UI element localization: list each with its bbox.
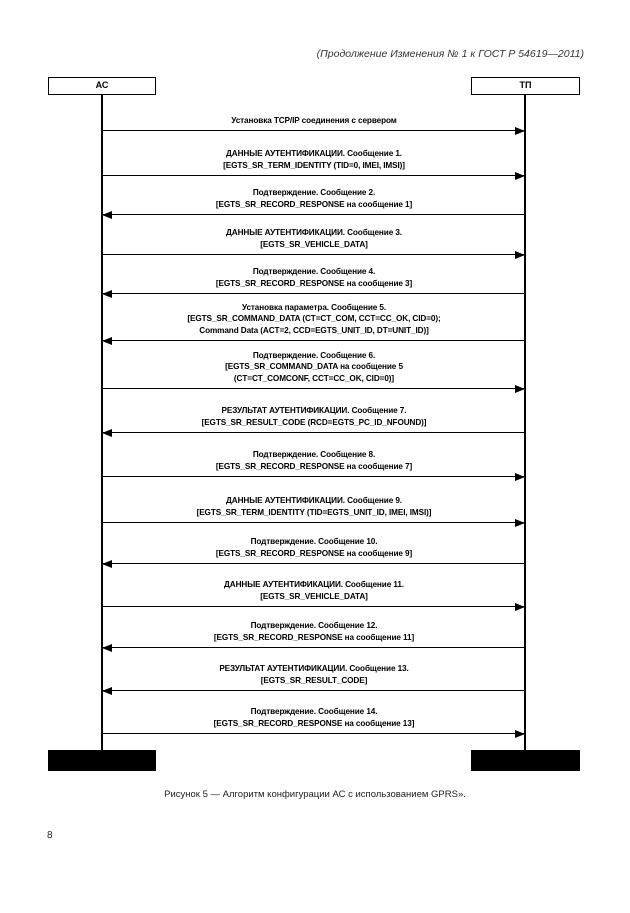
actor-as-end-bar <box>48 750 156 771</box>
message-arrow-line <box>102 476 525 477</box>
arrow-head-left-icon <box>102 644 112 652</box>
page-number: 8 <box>47 830 53 841</box>
message-label-line: [EGTS_SR_RECORD_RESPONSE на сообщение 7] <box>215 461 413 471</box>
message-arrow-line <box>102 388 525 389</box>
message-label-line: [EGTS_SR_RECORD_RESPONSE на сообщение 1] <box>215 199 413 209</box>
message-label-line: [EGTS_SR_RESULT_CODE (RCD=EGTS_PC_ID_NFOUND)] <box>201 417 427 427</box>
message-label-line: РЕЗУЛЬТАТ АУТЕНТИФИКАЦИИ. Сообщение 7. <box>221 406 407 415</box>
message-label <box>110 148 518 171</box>
message-label-line: Подтверждение. Сообщение 6. <box>252 350 376 360</box>
message-arrow-line <box>102 606 525 607</box>
message-label-line: Подтверждение. Сообщение 2. <box>252 188 376 197</box>
message-label-line: [EGTS_SR_RECORD_RESPONSE на сообщение 9] <box>215 548 413 558</box>
page-header: (Продолжение Изменения № 1 к ГОСТ Р 54619—2011) <box>316 48 584 60</box>
arrow-head-right-icon <box>515 473 525 481</box>
message-label <box>110 495 518 518</box>
lifeline-as <box>101 95 103 750</box>
arrow-head-right-icon <box>515 385 525 393</box>
message-label <box>110 579 518 602</box>
message-label <box>110 187 518 210</box>
message-label <box>110 706 518 729</box>
actor-tp-box: ТП <box>471 77 580 95</box>
message-label-line: ДАННЫЕ АУТЕНТИФИКАЦИИ. Сообщение 11. <box>224 580 404 589</box>
message-arrow-line <box>102 733 525 734</box>
message-label-line: Подтверждение. Сообщение 14. <box>250 707 378 716</box>
message-arrow-line <box>102 340 525 341</box>
message-label-line: [EGTS_SR_VEHICLE_DATA] <box>260 239 368 249</box>
message-label-line: Подтверждение. Сообщение 8. <box>252 450 376 459</box>
message-label-line: РЕЗУЛЬТАТ АУТЕНТИФИКАЦИИ. Сообщение 13. <box>219 664 409 673</box>
arrow-head-left-icon <box>102 211 112 219</box>
arrow-head-right-icon <box>515 172 525 180</box>
message-arrow-line <box>102 690 525 691</box>
message-label-line: ДАННЫЕ АУТЕНТИФИКАЦИИ. Сообщение 3. <box>226 228 402 237</box>
message-label <box>110 266 518 289</box>
arrow-head-left-icon <box>102 687 112 695</box>
message-label-line: Подтверждение. Сообщение 10. <box>250 537 378 546</box>
message-label-line: Подтверждение. Сообщение 4. <box>252 267 376 276</box>
message-label-line: [EGTS_SR_TERM_IDENTITY (TID=0, IMEI, IMSI)] <box>223 160 405 170</box>
message-label-line: Установка TCP/IP соединения с сервером <box>231 115 397 125</box>
message-arrow-line <box>102 130 525 131</box>
message-label-line: Установка параметра. Сообщение 5. <box>241 302 387 312</box>
arrow-head-left-icon <box>102 290 112 298</box>
message-arrow-line <box>102 254 525 255</box>
message-label-line: Подтверждение. Сообщение 12. <box>250 621 378 630</box>
message-label <box>110 302 518 337</box>
message-label-line: [EGTS_SR_RECORD_RESPONSE на сообщение 3] <box>215 278 413 288</box>
message-arrow-line <box>102 432 525 433</box>
message-label <box>110 227 518 250</box>
message-label-line: ДАННЫЕ АУТЕНТИФИКАЦИИ. Сообщение 9. <box>226 496 402 505</box>
message-arrow-line <box>102 563 525 564</box>
message-label-line: (CT=CT_COMCONF, CCT=CC_OK, CID=0)] <box>233 373 395 383</box>
message-label <box>110 536 518 559</box>
message-label-line: [EGTS_SR_VEHICLE_DATA] <box>260 591 368 601</box>
message-arrow-line <box>102 214 525 215</box>
message-label-line: [EGTS_SR_RESULT_CODE] <box>260 675 368 685</box>
message-label-line: ДАННЫЕ АУТЕНТИФИКАЦИИ. Сообщение 1. <box>226 149 402 158</box>
arrow-head-left-icon <box>102 560 112 568</box>
message-label <box>110 620 518 643</box>
arrow-head-right-icon <box>515 127 525 135</box>
message-arrow-line <box>102 293 525 294</box>
message-label <box>110 449 518 472</box>
arrow-head-right-icon <box>515 603 525 611</box>
message-label-line: [EGTS_SR_RECORD_RESPONSE на сообщение 11] <box>213 632 415 642</box>
message-label-line: [EGTS_SR_RECORD_RESPONSE на сообщение 13] <box>213 718 415 728</box>
lifeline-tp <box>524 95 526 750</box>
message-label <box>110 115 518 127</box>
message-label-line: [EGTS_SR_TERM_IDENTITY (TID=EGTS_UNIT_ID, IMEI, IMSI)] <box>196 507 432 517</box>
actor-as-box: АС <box>48 77 156 95</box>
message-label-line: Command Data (ACT=2, CCD=EGTS_UNIT_ID, DT=UNIT_ID)] <box>199 325 429 335</box>
message-arrow-line <box>102 175 525 176</box>
message-label <box>110 663 518 686</box>
arrow-head-right-icon <box>515 251 525 259</box>
message-arrow-line <box>102 647 525 648</box>
message-label <box>110 350 518 385</box>
arrow-head-left-icon <box>102 337 112 345</box>
arrow-head-right-icon <box>515 519 525 527</box>
message-label-line: [EGTS_SR_COMMAND_DATA (CT=CT_COM, CCT=CC_OK, CID=0); <box>187 314 441 323</box>
arrow-head-right-icon <box>515 730 525 738</box>
actor-tp-end-bar <box>471 750 580 771</box>
message-label <box>110 405 518 428</box>
message-label-line: [EGTS_SR_COMMAND_DATA на сообщение 5 <box>225 362 403 371</box>
figure-caption: Рисунок 5 — Алгоритм конфигурации АС с использованием GPRS». <box>164 789 466 800</box>
arrow-head-left-icon <box>102 429 112 437</box>
message-arrow-line <box>102 522 525 523</box>
